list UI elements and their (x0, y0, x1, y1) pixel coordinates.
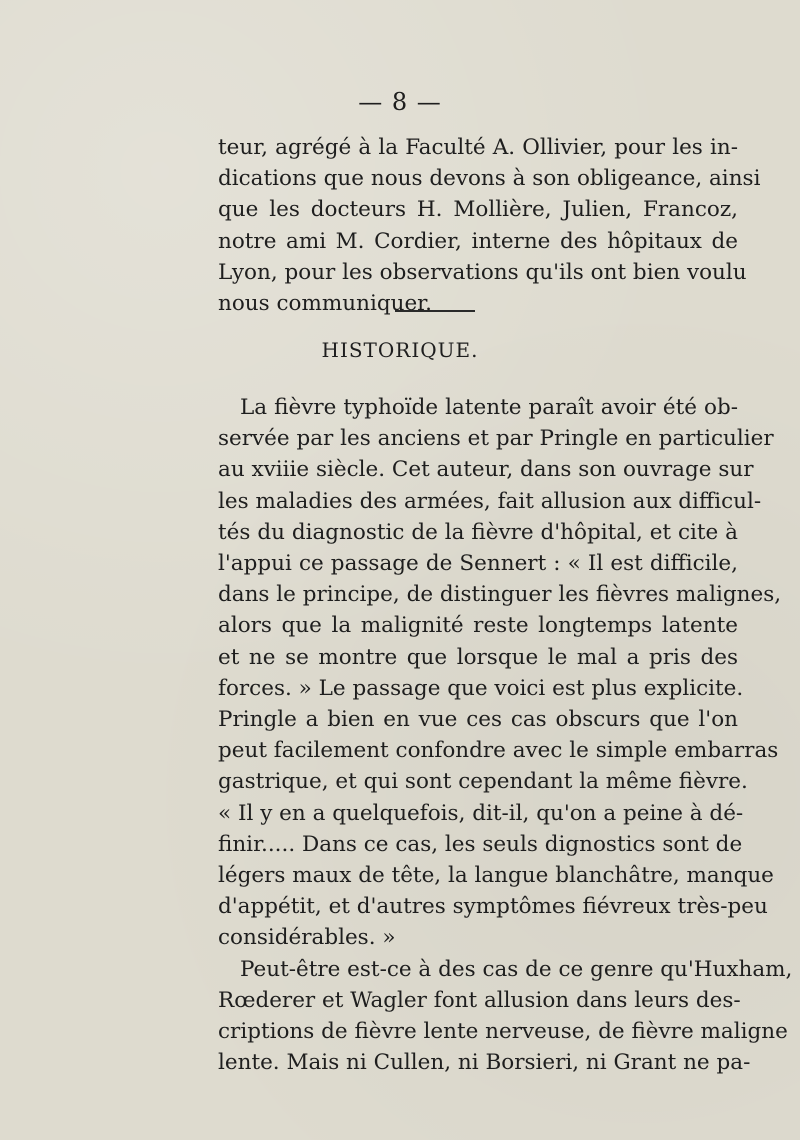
intro-paragraph (218, 132, 761, 319)
text-line: l'appui ce passage de Sennert : « Il est difficile, (218, 551, 738, 577)
text-line: d'appétit, et d'autres symptômes fiévreux très-peu (218, 894, 768, 920)
text-line: que les docteurs H. Mollière, Julien, Francoz, (218, 197, 738, 223)
page-number: — 8 — (358, 88, 442, 116)
text-line: Pringle a bien en vue ces cas obscurs que l'on (218, 707, 738, 733)
text-line: lente. Mais ni Cullen, ni Borsieri, ni Grant ne pa- (218, 1050, 751, 1076)
text-line: « Il y en a quelquefois, dit-il, qu'on a peine à dé- (218, 800, 744, 826)
body-paragraphs (218, 392, 793, 1078)
text-line: teur, agrégé à la Faculté A. Ollivier, pour les in- (218, 135, 738, 160)
text-line: nous communiquer. (218, 291, 432, 317)
text-line: forces. » Le passage que voici est plus explicite. (218, 675, 744, 701)
text-line: au xviiie siècle. Cet auteur, dans son ouvrage sur (218, 457, 754, 483)
section-divider (395, 310, 475, 312)
text-line: dications que nous devons à son obligeance, ainsi (218, 166, 761, 192)
text-line: servée par les anciens et par Pringle en particulier (218, 426, 774, 452)
text-line: Rœderer et Wagler font allusion dans leurs des- (218, 987, 741, 1013)
text-line: et ne se montre que lorsque le mal a pris des (218, 644, 738, 670)
text-line: Peut-être est-ce à des cas de ce genre qu'Huxham, (240, 956, 793, 982)
text-line: finir..... Dans ce cas, les seuls dignostics sont de (218, 831, 743, 857)
text-line: gastrique, et qui sont cependant la même fièvre. (218, 769, 748, 795)
text-line: Lyon, pour les observations qu'ils ont bien voulu (218, 259, 747, 285)
text-line: les maladies des armées, fait allusion aux difficul- (218, 488, 762, 514)
text-line: dans le principe, de distinguer les fièvres malignes, (218, 582, 782, 608)
text-line: considérables. » (218, 925, 396, 951)
text-line: tés du diagnostic de la fièvre d'hôpital, et cite à (218, 519, 738, 545)
text-line: alors que la malignité reste longtemps latente (218, 613, 738, 639)
text-line: notre ami M. Cordier, interne des hôpitaux de (218, 228, 738, 254)
text-line: peut facilement confondre avec le simple embarras (218, 738, 779, 764)
text-line: criptions de fièvre lente nerveuse, de fièvre maligne (218, 1019, 788, 1045)
text-line: La fièvre typhoïde latente paraît avoir été ob- (240, 395, 738, 420)
text-line: légers maux de tête, la langue blanchâtre, manque (218, 863, 774, 889)
section-heading: HISTORIQUE. (321, 338, 479, 362)
